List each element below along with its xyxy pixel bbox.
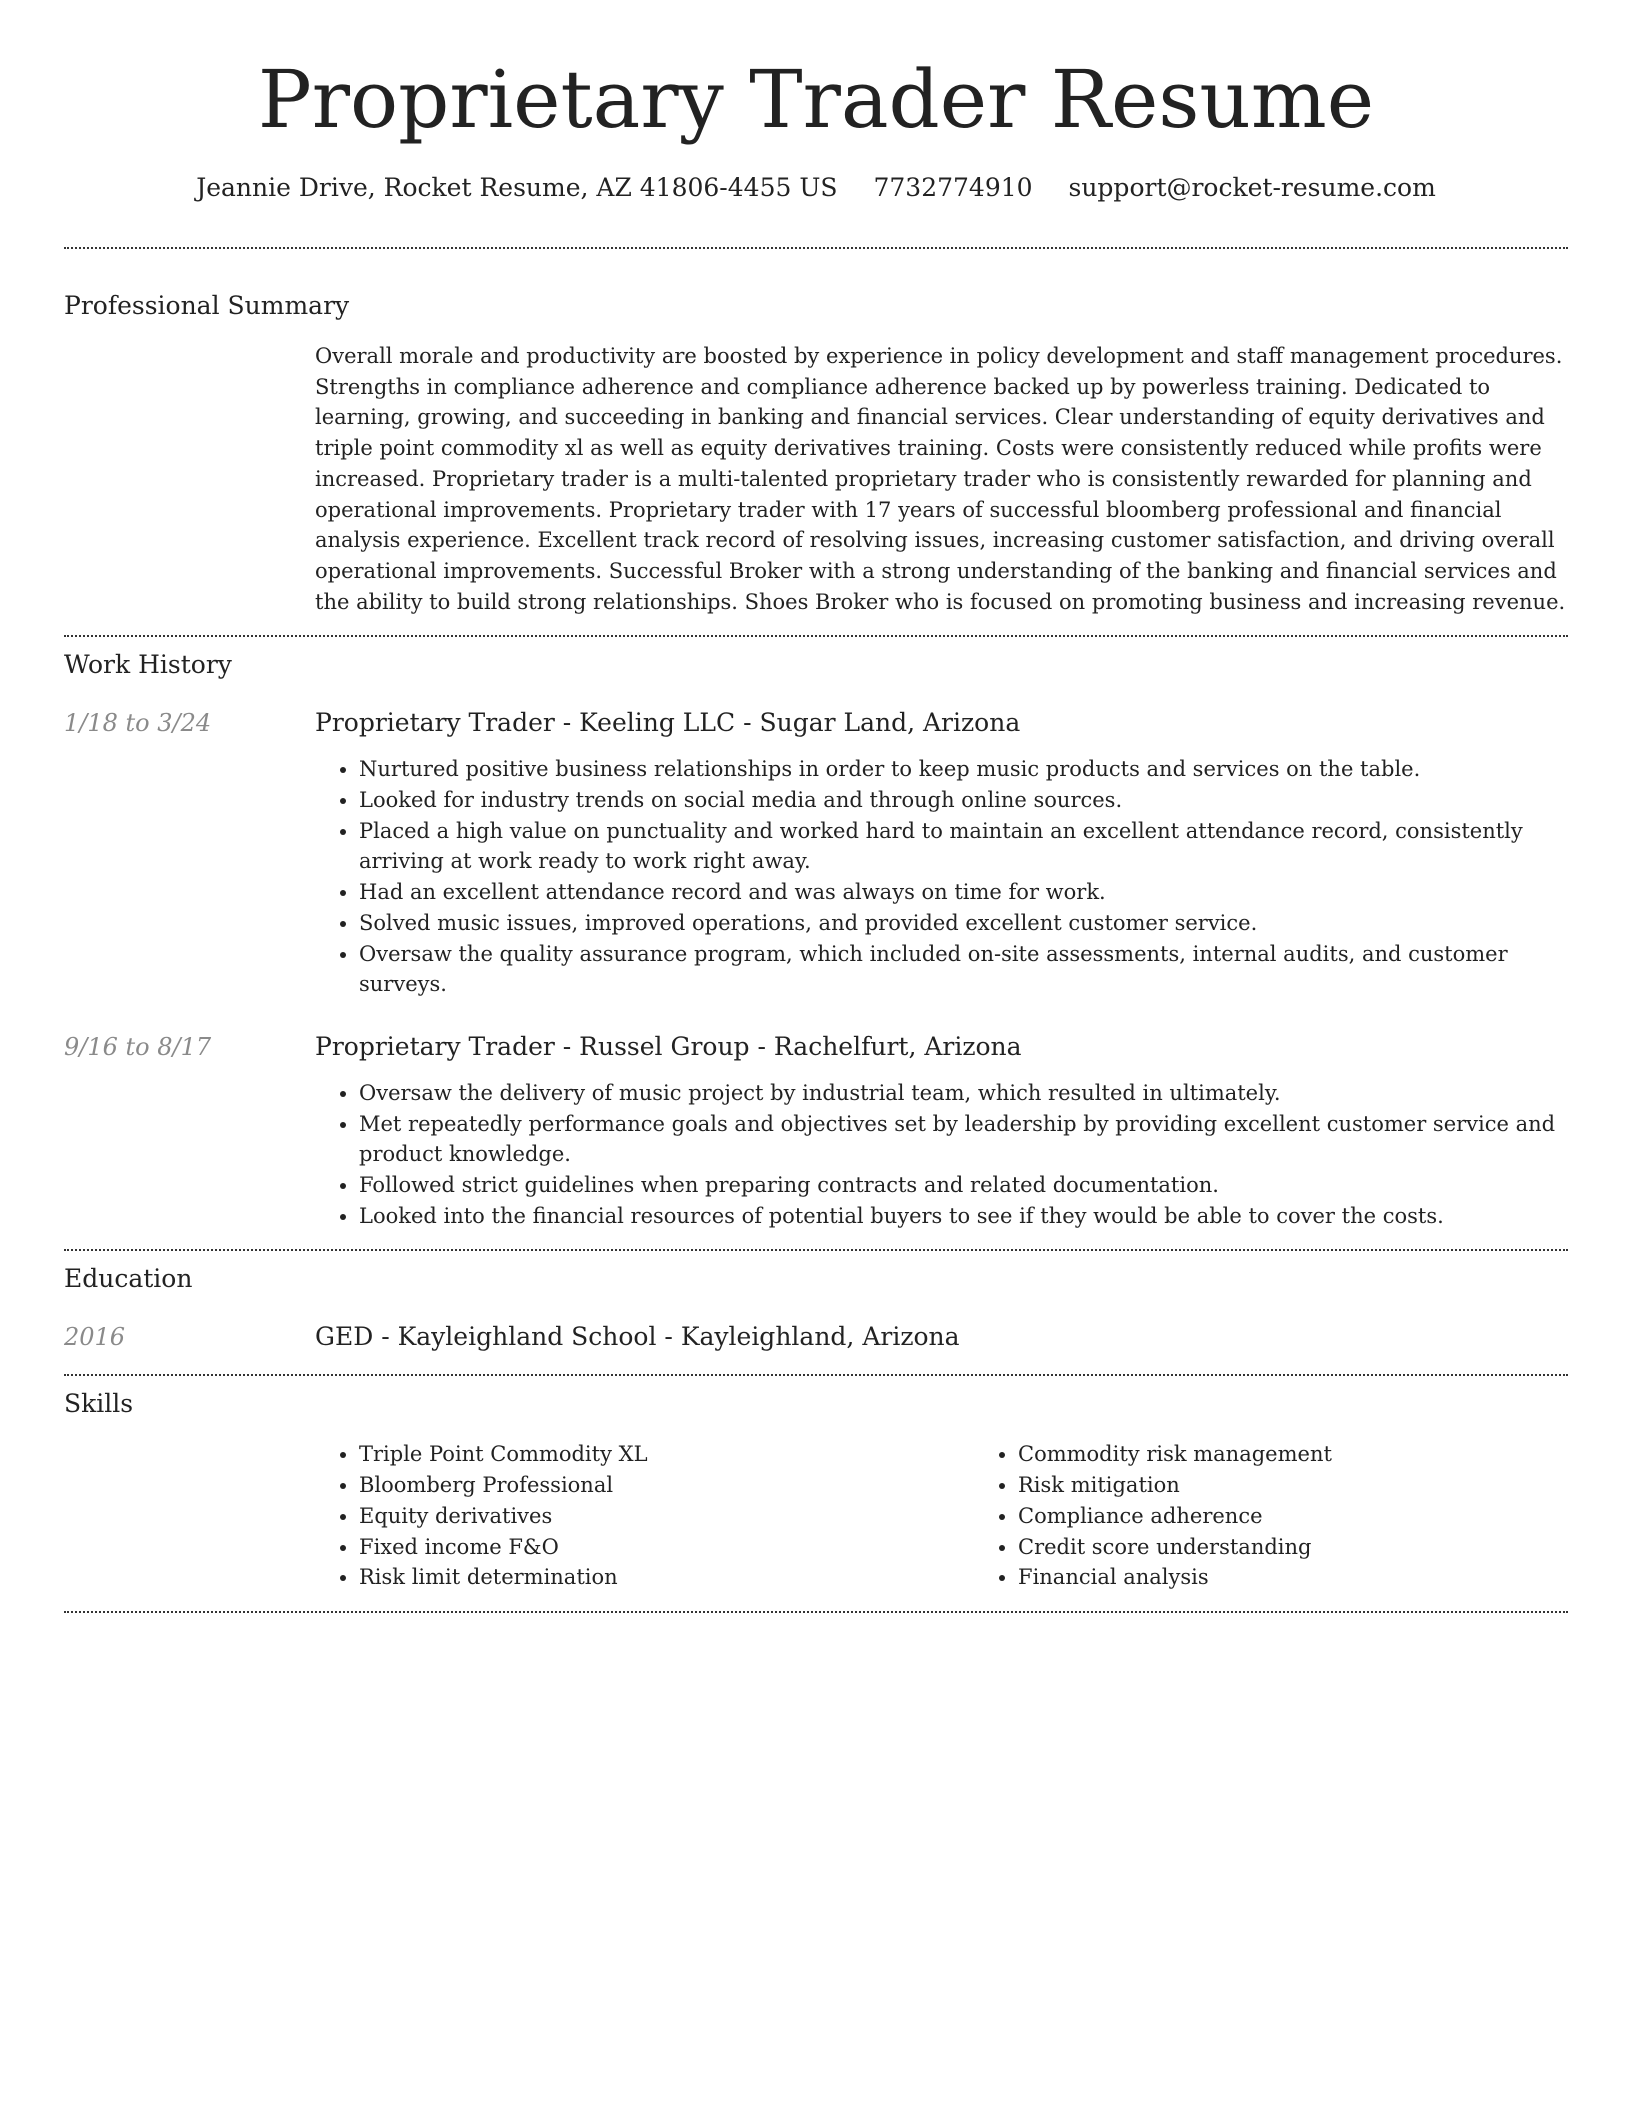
resume-page xyxy=(64,0,1568,1613)
job-bullets xyxy=(315,754,1568,1000)
contact-email: support@rocket-resume.com xyxy=(1068,173,1436,202)
skills-grid xyxy=(315,1439,1632,1593)
job-bullet: • Placed a high value on punctuality and worked hard to maintain an excellent attendance record, consistently arriving at work ready to work right away. xyxy=(359,816,1568,877)
summary-left-spacer xyxy=(64,341,315,617)
job-bullet: • Looked into the financial resources of potential buyers to see if they would be able to cover the costs. xyxy=(359,1201,1568,1232)
job-entry xyxy=(64,706,1568,1000)
skill-item: • Risk limit determination xyxy=(359,1562,974,1593)
summary-row xyxy=(64,341,1568,617)
contact-address: Jeannie Drive, Rocket Resume, AZ 41806-4455 US xyxy=(196,173,838,202)
job-dates: 1/18 to 3/24 xyxy=(64,709,212,738)
job-entry xyxy=(64,1030,1568,1232)
skill-item: • Compliance adherence xyxy=(1018,1501,1632,1532)
work-heading: Work History xyxy=(64,650,232,680)
contact-phone: 7732774910 xyxy=(873,173,1033,202)
job-bullet: • Solved music issues, improved operations, and provided excellent customer service. xyxy=(359,908,1568,939)
skill-item: • Equity derivatives xyxy=(359,1501,974,1532)
skills-list-left xyxy=(315,1439,974,1593)
job-bullets xyxy=(315,1078,1568,1232)
skills-list-right xyxy=(974,1439,1632,1593)
job-bullet: • Looked for industry trends on social media and through online sources. xyxy=(359,785,1568,816)
section-divider xyxy=(64,247,1568,249)
summary-text: Overall morale and productivity are boosted by experience in policy development and staff management procedures. Strengths in compliance adherence and compliance adherence backed up by powerless training. Dedicated to learning, growing, and succeeding in banking and financial services. Clear understanding of equity derivatives and triple point commodity xl as well as equity derivatives training. Costs were consistently reduced while profits were increased. Proprietary trader is a multi-talented proprietary trader who is consistently rewarded for planning and operational improvements. Proprietary trader with 17 years of successful bloomberg professional and financial analysis experience. Excellent track record of resolving issues, increasing customer satisfaction, and driving overall operational improvements. Successful Broker with a strong understanding of the banking and financial services and the ability to build strong relationships. Shoes Broker who is focused on promoting business and increasing revenue. xyxy=(315,344,1566,614)
skills-left-spacer xyxy=(64,1439,315,1593)
section-divider xyxy=(64,1374,1568,1376)
job-title: Proprietary Trader - Russel Group - Rachelfurt, Arizona xyxy=(315,1031,1022,1061)
skill-item: • Credit score understanding xyxy=(1018,1532,1632,1563)
skill-item: • Risk mitigation xyxy=(1018,1470,1632,1501)
section-divider xyxy=(64,1249,1568,1251)
education-title: GED - Kayleighland School - Kayleighland, Arizona xyxy=(315,1322,960,1352)
job-bullet: • Oversaw the quality assurance program, which included on-site assessments, internal audits, and customer surveys. xyxy=(359,939,1568,1000)
job-details xyxy=(315,706,1568,1000)
job-bullet: • Oversaw the delivery of music project by industrial team, which resulted in ultimately. xyxy=(359,1078,1568,1109)
education-entry xyxy=(64,1320,1568,1354)
skills-row xyxy=(64,1439,1568,1593)
contact-line xyxy=(64,170,1568,206)
skill-item: • Triple Point Commodity XL xyxy=(359,1439,974,1470)
education-year: 2016 xyxy=(64,1323,126,1352)
skill-item: • Commodity risk management xyxy=(1018,1439,1632,1470)
resume-title: Proprietary Trader Resume xyxy=(257,53,1375,146)
job-bullet: • Followed strict guidelines when preparing contracts and related documentation. xyxy=(359,1170,1568,1201)
job-details xyxy=(315,1030,1568,1232)
job-bullet: • Met repeatedly performance goals and objectives set by leadership by providing excellent customer service and product knowledge. xyxy=(359,1109,1568,1170)
skill-item: • Bloomberg Professional xyxy=(359,1470,974,1501)
summary-heading: Professional Summary xyxy=(64,291,350,320)
education-heading: Education xyxy=(64,1264,193,1294)
job-dates: 9/16 to 8/17 xyxy=(64,1032,212,1061)
skill-item: • Fixed income F&O xyxy=(359,1532,974,1563)
job-bullet: • Had an excellent attendance record and was always on time for work. xyxy=(359,877,1568,908)
skills-heading: Skills xyxy=(64,1389,134,1419)
job-title: Proprietary Trader - Keeling LLC - Sugar Land, Arizona xyxy=(315,708,1021,738)
skill-item: • Financial analysis xyxy=(1018,1562,1632,1593)
section-divider xyxy=(64,1611,1568,1613)
job-bullet: • Nurtured positive business relationships in order to keep music products and services on the table. xyxy=(359,754,1568,785)
section-divider xyxy=(64,635,1568,637)
